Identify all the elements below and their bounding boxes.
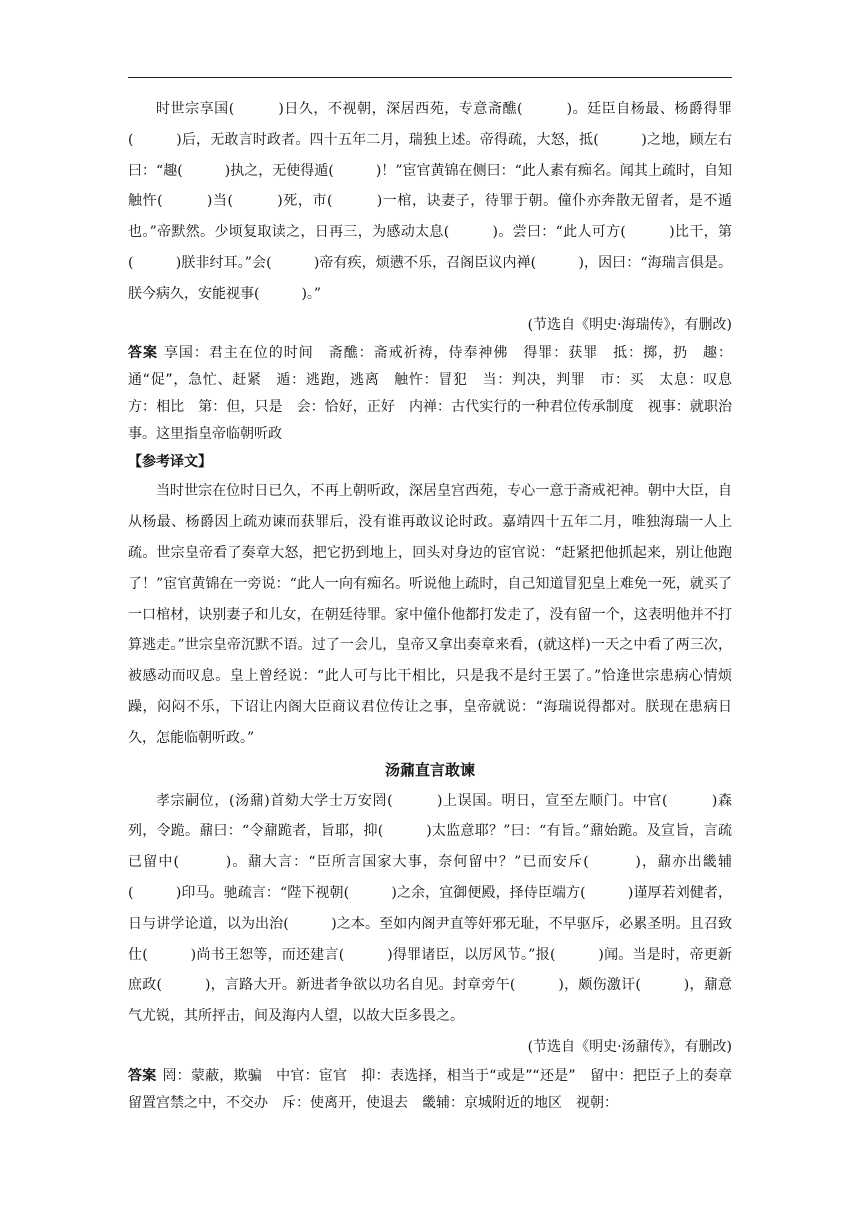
answer-label: 答案 <box>128 1067 157 1084</box>
passage-tangnai: 孝宗嗣位，(汤鼐)首劾大学士万安罔( )上误国。明日，宣至左顺门。中官( )森列，令跪。鼐曰：“令鼐跪者，旨耶，抑( )太监意耶？”曰：“有旨。”鼐始跪。及宣旨，言疏已留中( )。鼐大言：“臣所言国家大事，奈何留中？”已而安斥( )，鼐亦出畿辅( )印马。驰疏言：“陛下视朝( )之余，宜御便殿，择侍臣端方( )谨厚若刘健者，日与讲学论道，以为出治( )之本。至如内阁尹直等奸邪无耻，不早驱斥，必累圣明。且召致仕( )尚书王恕等，而还建言( )得罪诸臣，以厉风节。”报( )闻。当是时，帝更新庶政( )，言路大开。新进者争欲以功名自见。封章旁午( )，颇伤激讦( )，鼐意气尤锐，其所抨击，间及海内人望，以故大臣多畏之。 <box>128 792 732 1025</box>
answer-block-haerui <box>128 340 746 448</box>
section-title-tangnai: 汤鼐直言敢谏 <box>384 760 475 779</box>
translation-text: 当时世宗在位时日已久，不再上朝听政，深居皇宫西苑，专心一意于斋戒祀神。朝中大臣，自从杨最、杨爵因上疏劝谏而获罪后，没有谁再敢议论时政。嘉靖四十五年二月，唯独海瑞一人上疏。世宗皇帝看了奏章大怒，把它扔到地上，回头对身边的宦官说：“赶紧把他抓起来，别让他跑了！”宦官黄锦在一旁说：“此人一向有痴名。听说他上疏时，自己知道冒犯皇上难免一死，就买了一口棺材，诀别妻子和儿女，在朝廷待罪。家中僮仆他都打发走了，没有留一个，这表明他并不打算逃走。”世宗皇帝沉默不语。过了一会儿，皇帝又拿出奏章来看，(就这样)一天之中看了两三次，被感动而叹息。皇上曾经说：“此人可与比干相比，只是我不是纣王罢了。”恰逢世宗患病心情烦躁，闷闷不乐，下诏让内阁大臣商议君位传让之事，皇帝就说：“海瑞说得都对。朕现在患病日久，怎能临朝听政。” <box>128 483 732 746</box>
answer-block-tangnai <box>128 1063 732 1117</box>
content-column <box>128 94 746 1117</box>
header-rule <box>128 77 732 78</box>
answer-text: 罔：蒙蔽，欺骗 中官：宦官 抑：表选择，相当于“或是”“还是” 留中：把臣子上的奏章留置宫禁之中，不交办 斥：使离开，使退去 畿辅：京城附近的地区 视朝： <box>128 1067 733 1111</box>
translation-heading: 【参考译文】 <box>128 454 212 471</box>
source-note-tangnai: (节选自《明史·汤鼐传》，有删改) <box>527 1038 732 1055</box>
answer-label: 答案 <box>128 345 158 362</box>
answer-text: 享国：君主在位的时间 斋醮：斋戒祈祷，侍奉神佛 得罪：获罪 抵：掷，扔 趣：通“促”，急忙、赶紧 遁：逃跑，逃离 触忤：冒犯 当：判决，判罪 市：买 太息：叹息 方：相比 第：但，只是 会：恰好，正好 内禅：古代实行的一种君位传承制度 视事：就职治事。这里指皇帝临朝听政 <box>128 345 746 443</box>
source-note-haerui: (节选自《明史·海瑞传》，有删改) <box>527 316 732 333</box>
passage-haerui: 时世宗享国( )日久，不视朝，深居西苑，专意斋醮( )。廷臣自杨最、杨爵得罪( )后，无敢言时政者。四十五年二月，瑞独上述。帝得疏，大怒，抵( )之地，顾左右曰：“趣( )执之，无使得遁( )！”宦官黄锦在侧曰：“此人素有痴名。闻其上疏时，自知触忤( )当( )死，市( )一棺，诀妻子，待罪于朝。僮仆亦奔散无留者，是不遁也。”帝默然。少顷复取读之，日再三，为感动太息( )。尝曰：“此人可方( )比干，第( )朕非纣耳。”会( )帝有疾，烦懑不乐，召阁臣议内禅( )，因曰：“海瑞言俱是。朕今病久，安能视事( )。” <box>128 101 732 302</box>
